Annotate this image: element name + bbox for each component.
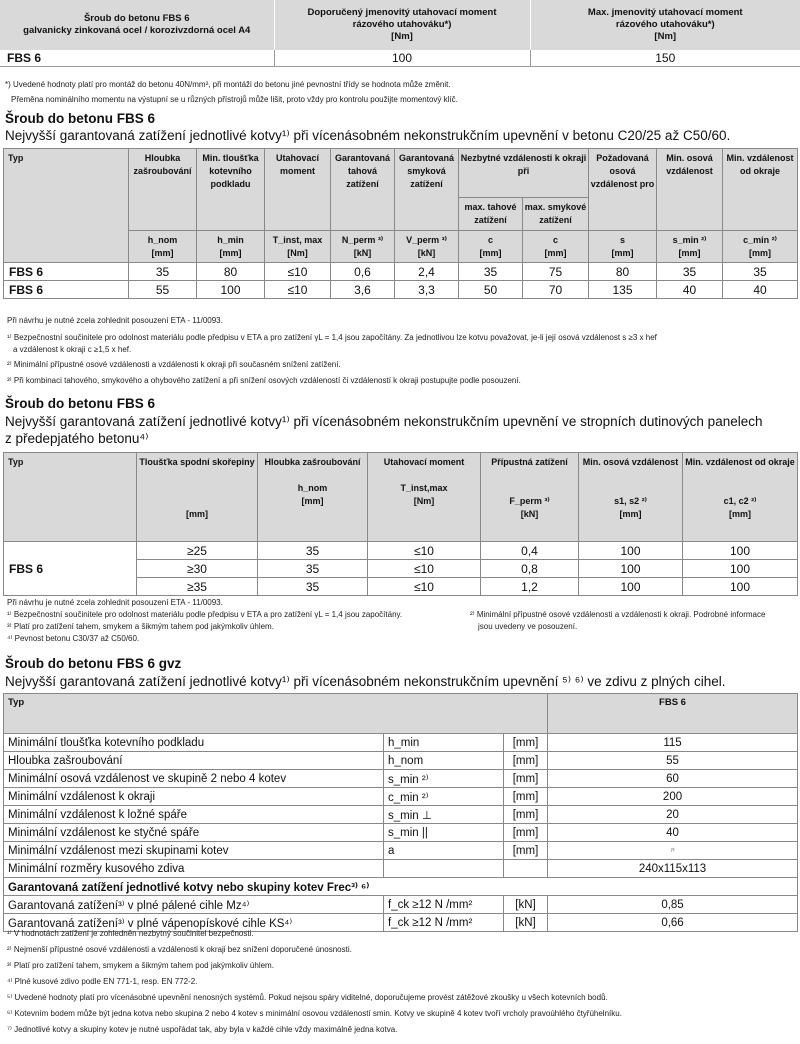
cell: s_min ²⁾ (384, 770, 504, 788)
cell: h_min (384, 734, 504, 752)
cell: 3,3 (395, 281, 459, 299)
cell: s_min ⊥ (384, 806, 504, 824)
cell: ≤10 (368, 560, 481, 578)
torque-note-2: Přeměna nominálního momentu na výstupní se u různých přístrojů může lišit, proto vždy pro kontrolu použijte momentový klíč. (11, 95, 458, 104)
s3-note: ⁴⁾ Pevnost betonu C30/37 až C50/60. (7, 634, 140, 643)
cell: 80 (197, 263, 265, 281)
torque-header-max: Max. jmenovitý utahovací moment rázového utahováku*) [Nm] (530, 0, 800, 50)
cell: 0,8 (481, 560, 579, 578)
cell: 50 (459, 281, 523, 299)
cell: 20 (548, 806, 798, 824)
cell: c_min ²⁾ (384, 788, 504, 806)
cell: 3,6 (331, 281, 395, 299)
col-okraj: Nezbytné vzdálenosti k okraji při (459, 149, 589, 198)
torque-header-type: Šroub do betonu FBS 6 galvanicky zinkovaná ocel / korozivzdorná ocel A4 (0, 0, 274, 50)
torque-row-name: FBS 6 (0, 50, 274, 67)
cell: 2,4 (395, 263, 459, 281)
sym-cmin: c_min ²⁾ [mm] (723, 231, 798, 263)
section-title: Šroub do betonu FBS 6 (5, 111, 155, 126)
table-row (4, 806, 798, 824)
sym-c-smyk: c [mm] (523, 231, 589, 263)
cell: Minimální tloušťka kotevního podkladu (4, 734, 384, 752)
sym-hnom: h_nom [mm] (129, 231, 197, 263)
concrete-load-table (3, 148, 798, 299)
cell: Minimální vzdálenost mezi skupinami kotev (4, 842, 384, 860)
cell: [mm] (504, 734, 548, 752)
sym-s: s [mm] (589, 231, 657, 263)
torque-row-recommended: 100 (274, 50, 530, 67)
cell: Garantovaná zatížení³⁾ v plné pálené cihle Mz⁴⁾ (4, 896, 384, 914)
col-min-osova: Min. osová vzdálenost (657, 149, 723, 231)
cell (384, 860, 504, 878)
section-title: Šroub do betonu FBS 6 gvz (5, 656, 182, 671)
cell: ≥35 (137, 578, 258, 596)
s2-note: Při návrhu je nutné zcela zohlednit posouzení ETA - 11/0093. (7, 316, 223, 325)
section-title: Šroub do betonu FBS 6 (5, 396, 155, 411)
cell: ≥30 (137, 560, 258, 578)
cell: 35 (657, 263, 723, 281)
cell: 35 (258, 560, 368, 578)
cell: 55 (548, 752, 798, 770)
cell: s_min || (384, 824, 504, 842)
col-typ: Typ (4, 453, 137, 542)
col-tahova: Garantovaná tahová zatížení (331, 149, 395, 231)
col-hloubka: Hloubka zašroubování h_nom [mm] (258, 453, 368, 542)
cell: 0,6 (331, 263, 395, 281)
col-osova: Min. osová vzdálenost s1, s2 ²⁾ [mm] (579, 453, 683, 542)
cell: 80 (589, 263, 657, 281)
table-row (4, 824, 798, 842)
table-row (4, 896, 798, 914)
cell: f_ck ≥12 N /mm² (384, 914, 504, 932)
cell: [mm] (504, 842, 548, 860)
table-row (4, 281, 798, 299)
cell: a (384, 842, 504, 860)
cell: ≤10 (368, 578, 481, 596)
s4-note: ⁷⁾ Jednotlivé kotvy a skupiny kotev je nutné uspořádat tak, aby byla v každé cihle vždy maximálně jedna kotva. (7, 1025, 398, 1034)
cell: 40 (723, 281, 798, 299)
s2-note: ³⁾ Při kombinaci tahového, smykového a ohybového zatížení a při snížení osových vzdáleností či vzdáleností k okraji postupujte podle posouzení. (7, 376, 521, 385)
row-name: FBS 6 (4, 281, 129, 299)
load-section-label: Garantovaná zatížení jednotlivé kotvy nebo skupiny kotev Frec³⁾ ⁶⁾ (4, 878, 798, 896)
table-row (4, 842, 798, 860)
col-tloustka: Tloušťka spodní skořepiny [mm] (137, 453, 258, 542)
cell: ≥25 (137, 542, 258, 560)
s3-note: jsou uvedeny ve posouzení. (478, 622, 578, 631)
cell: [mm] (504, 752, 548, 770)
cell: [mm] (504, 806, 548, 824)
cell: ⁷⁾ (548, 842, 798, 860)
brick-table (3, 693, 798, 932)
s3-note: ²⁾ Minimální přípustné osové vzdálenosti a vzdálenosti k okraji. Podrobné informace (470, 610, 766, 619)
cell: h_nom (384, 752, 504, 770)
section-subtitle: z předepjatého betonu⁴⁾ (5, 431, 149, 446)
torque-header-recommended: Doporučený jmenovitý utahovací moment rázového utahováku*) [Nm] (274, 0, 530, 50)
cell: 115 (548, 734, 798, 752)
section-subtitle: Nejvyšší garantovaná zatížení jednotlivé kotvy¹⁾ při vícenásobném nekonstrukčním upevnění ve stropních dutinových panelech (5, 414, 763, 429)
cell: 100 (579, 578, 683, 596)
table-row (4, 734, 798, 752)
cell: ≤10 (265, 281, 331, 299)
col-okraj-tah: max. tahové zatížení (459, 198, 523, 231)
cell: 60 (548, 770, 798, 788)
cell: 1,2 (481, 578, 579, 596)
row-name: FBS 6 (4, 542, 137, 596)
cell: Minimální vzdálenost k okraji (4, 788, 384, 806)
cell: 0,4 (481, 542, 579, 560)
table-row (4, 860, 798, 878)
cell: [mm] (504, 824, 548, 842)
s4-note: ²⁾ Nejmenší přípustné osové vzdálenosti a vzdálenosti k okraji bez snížení doporučené únosnosti. (7, 945, 352, 954)
cell: [mm] (504, 788, 548, 806)
table-row (4, 263, 798, 281)
cell (504, 860, 548, 878)
col-hloubka: Hloubka zašroubování (129, 149, 197, 231)
table-row (4, 788, 798, 806)
sym-nperm: N_perm ³⁾ [kN] (331, 231, 395, 263)
cell: [mm] (504, 770, 548, 788)
s2-note: ¹⁾ Bezpečnostní součinitele pro odolnost materiálu podle předpisu v ETA a pro zatížení γL = 1,4 jsou započítány. Za jednotlivou lze kotvu považovat, je-li její osová vzdálenost s ≥3 x hef (7, 333, 657, 342)
s4-note: ¹⁾ V hodnotách zatížení je zohledněn nezbytný součinitel bezpečnosti. (7, 929, 254, 938)
cell: 35 (258, 542, 368, 560)
cell: 40 (657, 281, 723, 299)
cell: 0,85 (548, 896, 798, 914)
col-moment: Utahovací moment (265, 149, 331, 231)
cell: 200 (548, 788, 798, 806)
cell: 100 (197, 281, 265, 299)
s4-note: ⁵⁾ Uvedené hodnoty platí pro vícenásobné upevnění nenosných systémů. Pokud nejsou spáry viditelné, doporučujeme provést zátěžové zkoušky u všech kotevních bodů. (7, 993, 608, 1002)
cell: 35 (258, 578, 368, 596)
s4-note: ⁶⁾ Kotevním bodem může být jedna kotva nebo skupina 2 nebo 4 kotev s minimální osovou vzdáleností smin. Kotvy ve skupině 4 kotev tvoří vrcholy pravoúhlého čtyřúhelníku. (7, 1009, 622, 1018)
cell: Minimální vzdálenost ke styčné spáře (4, 824, 384, 842)
cell: Minimální vzdálenost k ložné spáře (4, 806, 384, 824)
cell: 75 (523, 263, 589, 281)
cell: 135 (589, 281, 657, 299)
cell: [kN] (504, 914, 548, 932)
row-name: FBS 6 (4, 263, 129, 281)
s4-note: ⁴⁾ Plné kusové zdivo podle EN 771-1, resp. EN 772-2. (7, 977, 198, 986)
cell: Hloubka zašroubování (4, 752, 384, 770)
col-okraj: Min. vzdálenost od okraje c1, c2 ²⁾ [mm] (683, 453, 798, 542)
col-min-okraj: Min. vzdálenost od okraje (723, 149, 798, 231)
torque-table (0, 0, 800, 67)
col-moment: Utahovací moment T_inst,max [Nm] (368, 453, 481, 542)
col-smykova: Garantovaná smyková zatížení (395, 149, 459, 231)
hollow-core-table (3, 452, 798, 596)
cell: 100 (683, 560, 798, 578)
cell: 100 (579, 542, 683, 560)
sym-tinst: T_inst, max [Nm] (265, 231, 331, 263)
sym-smin: s_min ²⁾ [mm] (657, 231, 723, 263)
torque-row-max: 150 (530, 50, 800, 67)
cell: Minimální rozměry kusového zdiva (4, 860, 384, 878)
col-fbs6: FBS 6 (548, 694, 798, 734)
cell: 55 (129, 281, 197, 299)
s4-note: ³⁾ Platí pro zatížení tahem, smykem a šikmým tahem pod jakýmkoliv úhlem. (7, 961, 274, 970)
s3-note: ¹⁾ Bezpečnostní součinitele pro odolnost materiálu podle předpisu v ETA a pro zatížení γL = 1,4 jsou započítány. (7, 610, 403, 619)
s3-note: Při návrhu je nutné zcela zohlednit posouzení ETA - 11/0093. (7, 598, 223, 607)
sym-c-tah: c [mm] (459, 231, 523, 263)
cell: 0,66 (548, 914, 798, 932)
cell: Garantovaná zatížení³⁾ v plné vápenopískové cihle KS⁴⁾ (4, 914, 384, 932)
sym-vperm: V_perm ³⁾ [kN] (395, 231, 459, 263)
cell: 35 (129, 263, 197, 281)
col-zatizeni: Přípustná zatížení F_perm ³⁾ [kN] (481, 453, 579, 542)
cell: 70 (523, 281, 589, 299)
cell: ≤10 (265, 263, 331, 281)
cell: 100 (683, 542, 798, 560)
table-row (4, 542, 798, 560)
table-row (4, 752, 798, 770)
cell: Minimální osová vzdálenost ve skupině 2 nebo 4 kotev (4, 770, 384, 788)
sym-hmin: h_min [mm] (197, 231, 265, 263)
s3-note: ³⁾ Platí pro zatížení tahem, smykem a šikmým tahem pod jakýmkoliv úhlem. (7, 622, 274, 631)
cell: 40 (548, 824, 798, 842)
cell: f_ck ≥12 N /mm² (384, 896, 504, 914)
col-typ: Typ (4, 149, 129, 263)
cell: 35 (723, 263, 798, 281)
col-osova: Požadovaná osová vzdálenost pro (589, 149, 657, 231)
cell: ≤10 (368, 542, 481, 560)
cell: [kN] (504, 896, 548, 914)
col-typ: Typ (4, 694, 548, 734)
col-tloustka: Min. tloušťka kotevního podkladu (197, 149, 265, 231)
cell: 35 (459, 263, 523, 281)
table-row (4, 770, 798, 788)
cell: 240x115x113 (548, 860, 798, 878)
s2-note: ²⁾ Minimální přípustné osové vzdálenosti a vzdálenosti k okraji při současném snížení zatížení. (7, 360, 341, 369)
cell: 100 (683, 578, 798, 596)
s2-note: a vzdálenost k okraji c ≥1,5 x hef. (13, 345, 132, 354)
section-subtitle: Nejvyšší garantovaná zatížení jednotlivé kotvy¹⁾ při vícenásobném nekonstrukčním upevnění v betonu C20/25 až C50/60. (5, 128, 731, 143)
col-okraj-smyk: max. smykové zatížení (523, 198, 589, 231)
cell: 100 (579, 560, 683, 578)
section-subtitle: Nejvyšší garantovaná zatížení jednotlivé kotvy¹⁾ při vícenásobném nekonstrukčním upevnění ⁵⁾ ⁶⁾ ve zdivu z plných cihel. (5, 674, 726, 689)
torque-note-1: *) Uvedené hodnoty platí pro montáž do betonu 40N/mm², při montáži do betonu jiné pevnostní třídy se hodnota může změnit. (5, 80, 451, 89)
